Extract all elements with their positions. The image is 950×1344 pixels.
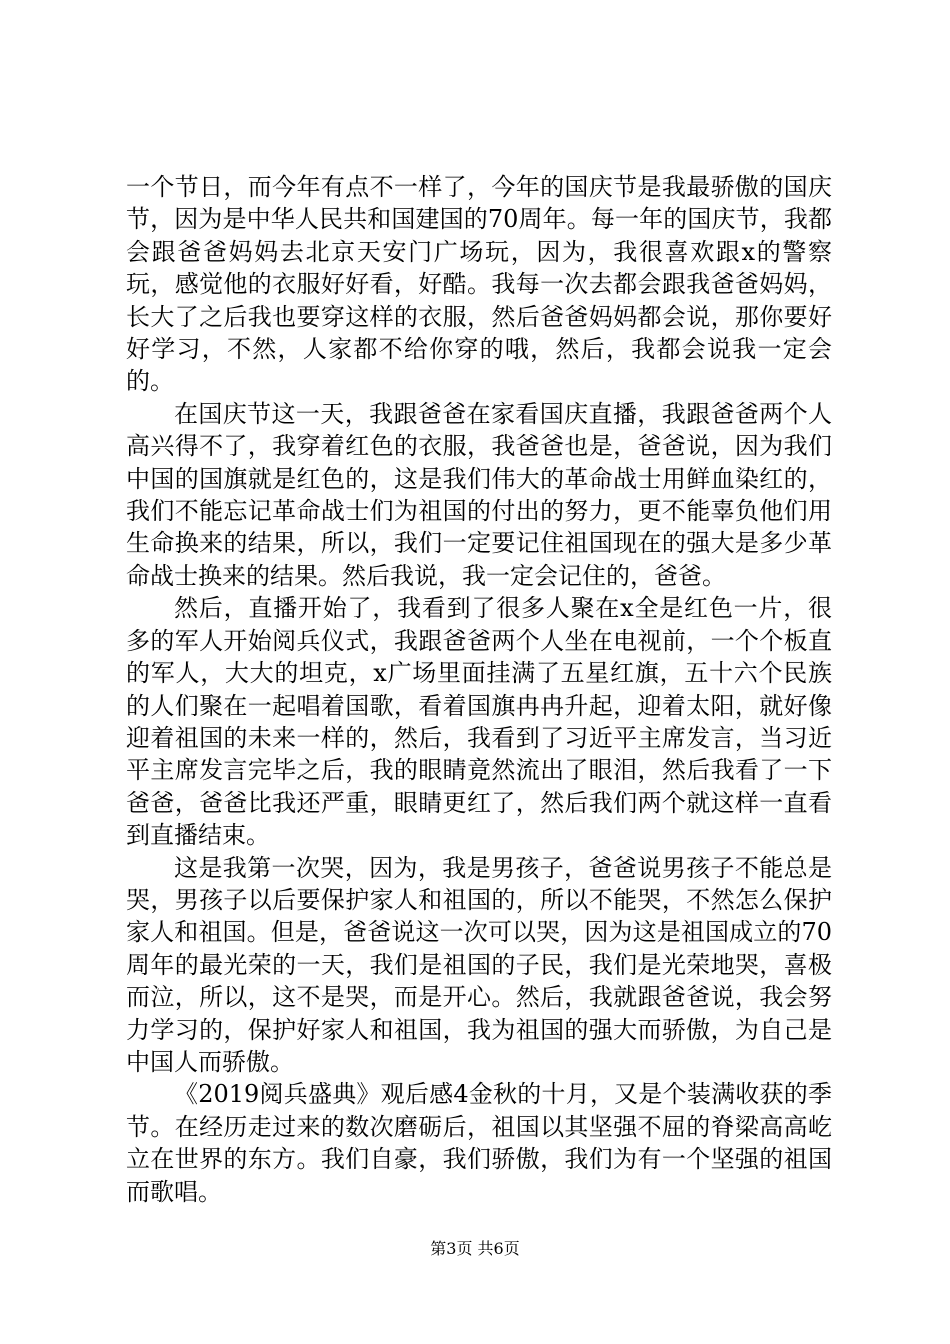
paragraph-2: 在国庆节这一天，我跟爸爸在家看国庆直播，我跟爸爸两个人高兴得不了，我穿着红色的衣服，我爸爸也是，爸爸说，因为我们中国的国旗就是红色的，这是我们伟大的革命战士用鲜血染红的，我们不能忘记革命战士们为祖国的付出的努力，更不能辜负他们用生命换来的结果，所以，我们一定要记住祖国现在的强大是多少革命战士换来的结果。然后我说，我一定会记住的，爸爸。 <box>126 399 832 590</box>
paragraph-1: 一个节日，而今年有点不一样了，今年的国庆节是我最骄傲的国庆节，因为是中华人民共和国建国的70周年。每一年的国庆节，我都会跟爸爸妈妈去北京天安门广场玩，因为，我很喜欢跟x的警察玩，感觉他的衣服好好看，好酷。我每一次去都会跟我爸爸妈妈，长大了之后我也要穿这样的衣服，然后爸爸妈妈都会说，那你要好好学习，不然，人家都不给你穿的哦，然后，我都会说我一定会的。 <box>126 173 832 396</box>
paragraph-4: 这是我第一次哭，因为，我是男孩子，爸爸说男孩子不能总是哭，男孩子以后要保护家人和祖国的，所以不能哭，不然怎么保护家人和祖国。但是，爸爸说这一次可以哭，因为这是祖国成立的70周年的最光荣的一天，我们是祖国的子民，我们是光荣地哭，喜极而泣，所以，这不是哭，而是开心。然后，我就跟爸爸说，我会努力学习的，保护好家人和祖国，我为祖国的强大而骄傲，为自己是中国人而骄傲。 <box>126 853 832 1076</box>
page-number-label: 第3页 共6页 <box>430 1239 520 1258</box>
paragraph-3: 然后，直播开始了，我看到了很多人聚在x全是红色一片，很多的军人开始阅兵仪式，我跟爸爸两个人坐在电视前，一个个板直的军人，大大的坦克，x广场里面挂满了五星红旗，五十六个民族的人们聚在一起唱着国歌，看着国旗冉冉升起，迎着太阳，就好像迎着祖国的未来一样的，然后，我看到了习近平主席发言，当习近平主席发言完毕之后，我的眼睛竟然流出了眼泪，然后我看了一下爸爸，爸爸比我还严重，眼睛更红了，然后我们两个就这样一直看到直播结束。 <box>126 594 832 850</box>
document-body <box>126 171 832 1208</box>
paragraph-5: 《2019阅兵盛典》观后感4金秋的十月，又是个装满收获的季节。在经历走过来的数次磨砺后，祖国以其坚强不屈的脊梁高高屹立在世界的东方。我们自豪，我们骄傲，我们为有一个坚强的祖国而歌唱。 <box>126 1080 832 1206</box>
page-footer <box>0 1239 950 1259</box>
